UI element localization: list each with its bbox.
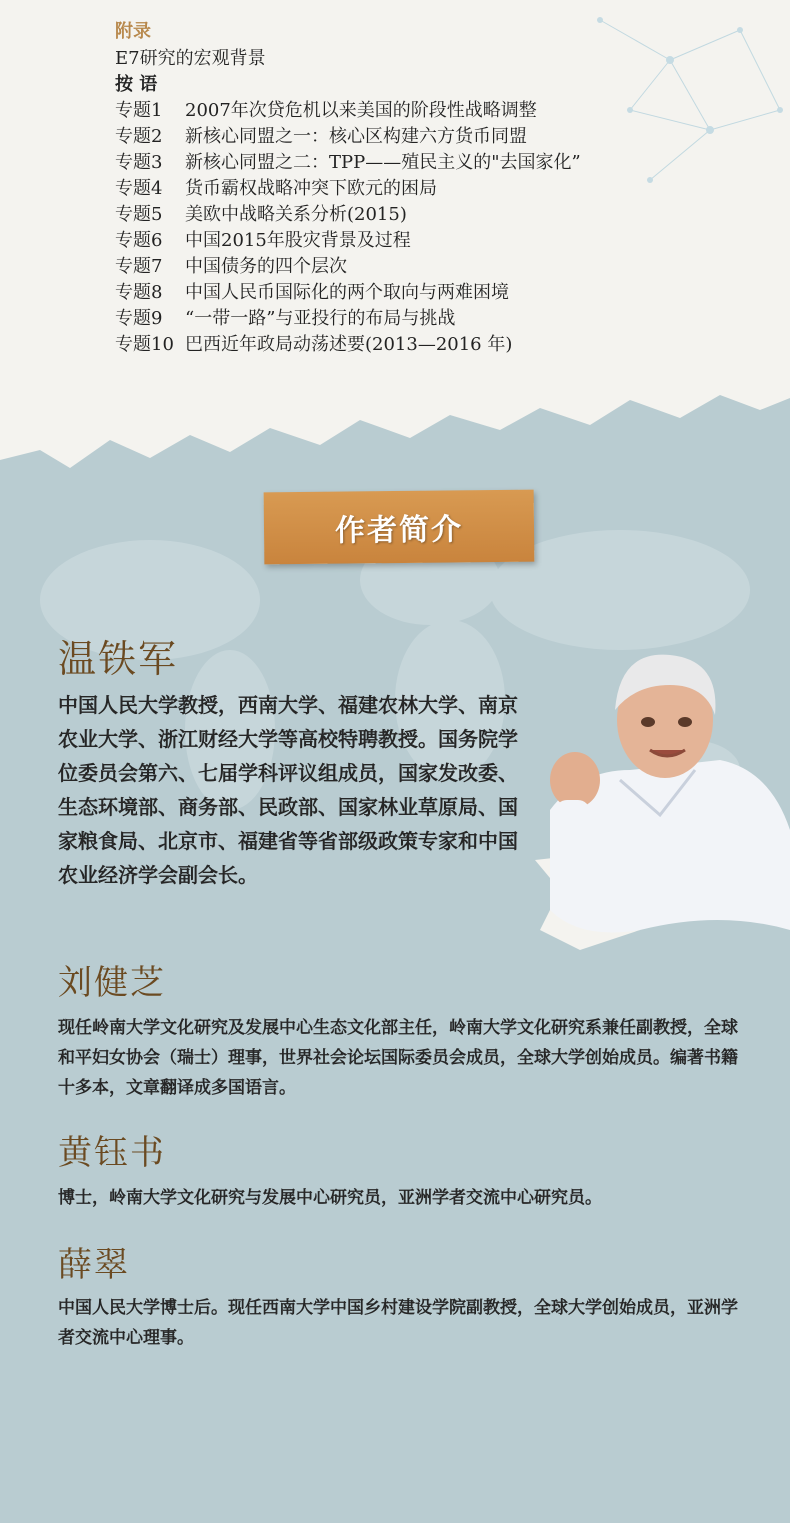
appendix-heading: 附录 xyxy=(115,21,151,42)
table-of-contents xyxy=(115,18,735,358)
note-line: 按 语 xyxy=(115,74,158,95)
author-bio: 中国人民大学教授，西南大学、福建农林大学、南京农业大学、浙江财经大学等高校特聘教授。国务院学位委员会第六、七届学科评议组成员，国家发改委、生态环境部、商务部、民政部、国家林业草原局、国家粮食局、北京市、福建省等省部级政策专家和中国农业经济学会副会长。 xyxy=(58,693,518,887)
toc-item-title: 中国债务的四个层次 xyxy=(185,256,347,277)
author-bio: 现任岭南大学文化研究及发展中心生态文化部主任，岭南大学文化研究系兼任副教授，全球和平妇女协会（瑞士）理事，世界社会论坛国际委员会成员，全球大学创始成员。编著书籍十多本，文章翻译成多国语言。 xyxy=(58,1018,738,1098)
toc-item xyxy=(115,332,735,358)
toc-item-title: 新核心同盟之一：核心区构建六方货币同盟 xyxy=(185,126,527,147)
toc-item xyxy=(115,228,735,254)
toc-item-title: 中国2015年股灾背景及过程 xyxy=(185,230,411,251)
author-name: 温铁军 xyxy=(58,637,179,681)
toc-item-number: 专题5 xyxy=(115,204,163,225)
toc-item-number: 专题7 xyxy=(115,256,163,277)
toc-item xyxy=(115,306,735,332)
background-line: E7研究的宏观背景 xyxy=(115,48,266,69)
author-name: 刘健芝 xyxy=(58,963,166,1003)
toc-item-number: 专题3 xyxy=(115,152,163,173)
author-intro-banner xyxy=(264,490,535,565)
author-bio: 中国人民大学博士后。现任西南大学中国乡村建设学院副教授，全球大学创始成员，亚洲学者交流中心理事。 xyxy=(58,1298,738,1348)
toc-item xyxy=(115,150,735,176)
author-bio: 博士，岭南大学文化研究与发展中心研究员，亚洲学者交流中心研究员。 xyxy=(58,1188,602,1208)
toc-item xyxy=(115,98,735,124)
author-portrait xyxy=(520,630,790,950)
toc-item-number: 专题8 xyxy=(115,282,163,303)
toc-item-number: 专题4 xyxy=(115,178,163,199)
toc-item-number: 专题1 xyxy=(115,100,163,121)
toc-item-title: 巴西近年政局动荡述要(2013—2016 年) xyxy=(185,334,513,355)
toc-item xyxy=(115,124,735,150)
toc-item-number: 专题2 xyxy=(115,126,163,147)
toc-item-title: 美欧中战略关系分析(2015) xyxy=(185,204,407,225)
toc-item xyxy=(115,254,735,280)
toc-item-title: 新核心同盟之二：TPP——殖民主义的"去国家化” xyxy=(185,152,581,173)
author-name: 薛翠 xyxy=(58,1245,130,1285)
toc-item-number: 专题9 xyxy=(115,308,163,329)
toc-item xyxy=(115,280,735,306)
toc-item xyxy=(115,176,735,202)
toc-item-number: 专题10 xyxy=(115,334,174,355)
banner-title: 作者简介 xyxy=(334,512,464,549)
toc-item-title: 2007年次贷危机以来美国的阶段性战略调整 xyxy=(185,100,537,121)
toc-item-title: “一带一路”与亚投行的布局与挑战 xyxy=(185,308,456,329)
toc-item-number: 专题6 xyxy=(115,230,163,251)
toc-item-title: 中国人民币国际化的两个取向与两难困境 xyxy=(185,282,509,303)
toc-item-title: 货币霸权战略冲突下欧元的困局 xyxy=(185,178,437,199)
toc-item xyxy=(115,202,735,228)
author-name: 黄钰书 xyxy=(58,1133,166,1173)
